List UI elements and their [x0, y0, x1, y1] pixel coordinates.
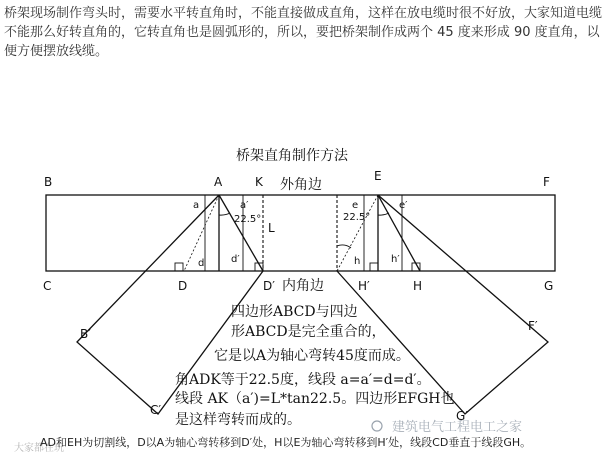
point-d-prime: D′	[263, 279, 275, 293]
segment-d-prime: d′	[231, 254, 240, 265]
point-g: G	[544, 279, 554, 293]
angle-arc-h	[337, 245, 351, 248]
center-text-line-1: 四边形ABCD与四边	[231, 304, 358, 320]
point-e: E	[374, 169, 382, 183]
point-b-prime: B′	[80, 327, 91, 341]
intro-paragraph: 桥架现场制作弯头时，需要水平转直角时，不能直接做成直角，这样在放电缆时很不好放，大家知道电缆不能那么好转直角的，它转直角也是圆弧形的，所以，要把桥架制作成两个 45 度来形成 90 度直角，以便方便摆放线缆。	[4, 6, 603, 59]
watermark-small: 大家都在玩	[14, 443, 64, 454]
watermark: 建筑电气工程电工之家	[392, 420, 523, 435]
segment-h-prime: h′	[391, 254, 400, 265]
angle-label-left: 22.5°	[234, 214, 262, 225]
center-text-line-2: 形ABCD是完全重合的，	[231, 324, 386, 340]
center-text-line-3: 它是以A为轴心弯转45度而成。	[214, 348, 410, 364]
angle-arc-left	[219, 213, 230, 215]
point-b: B	[44, 175, 53, 189]
segment-a: a	[193, 200, 200, 211]
angle-label-right: 22.5°	[343, 212, 371, 223]
segment-a-prime: a′	[240, 200, 249, 211]
point-g-prime: G′	[456, 409, 469, 423]
segment-d: d	[198, 258, 205, 269]
diagram-title: 桥架直角制作方法	[236, 148, 348, 164]
note-line-2: 线段 AK（a′)=L*tan22.5。四边形EFGH也	[175, 391, 455, 407]
segment-e: e	[352, 200, 359, 211]
segment-h: h	[354, 256, 361, 267]
right-angle-marker-d	[175, 263, 183, 271]
point-d: D	[178, 279, 188, 293]
outer-edge-label: 外角边	[280, 177, 322, 193]
inner-edge-label: 内角边	[282, 278, 324, 294]
point-h-prime: H′	[358, 279, 370, 293]
point-a: A	[214, 175, 223, 189]
point-c: C	[43, 279, 52, 293]
tray-outline	[46, 195, 555, 271]
point-h: H	[413, 279, 423, 293]
point-k: K	[255, 175, 263, 189]
wechat-icon	[372, 421, 382, 431]
point-c-prime: C′	[150, 403, 162, 417]
angle-arc-right	[378, 213, 389, 215]
point-l: L	[268, 221, 275, 235]
note-line-3: 是这样弯转而成的。	[175, 412, 301, 428]
right-angle-marker-h	[370, 263, 378, 271]
note-line-1: 角ADK等于22.5度，线段 a=a′=d=d′。	[175, 372, 431, 388]
segment-e-prime: e′	[399, 200, 408, 211]
footer-text: AD和EH为切割线，D以A为轴心弯转移到D′处，H以E为轴心弯转移到H′处，线段CD垂直于线段GH。	[40, 436, 532, 449]
point-f-prime: F′	[528, 319, 538, 333]
point-f: F	[543, 175, 550, 189]
